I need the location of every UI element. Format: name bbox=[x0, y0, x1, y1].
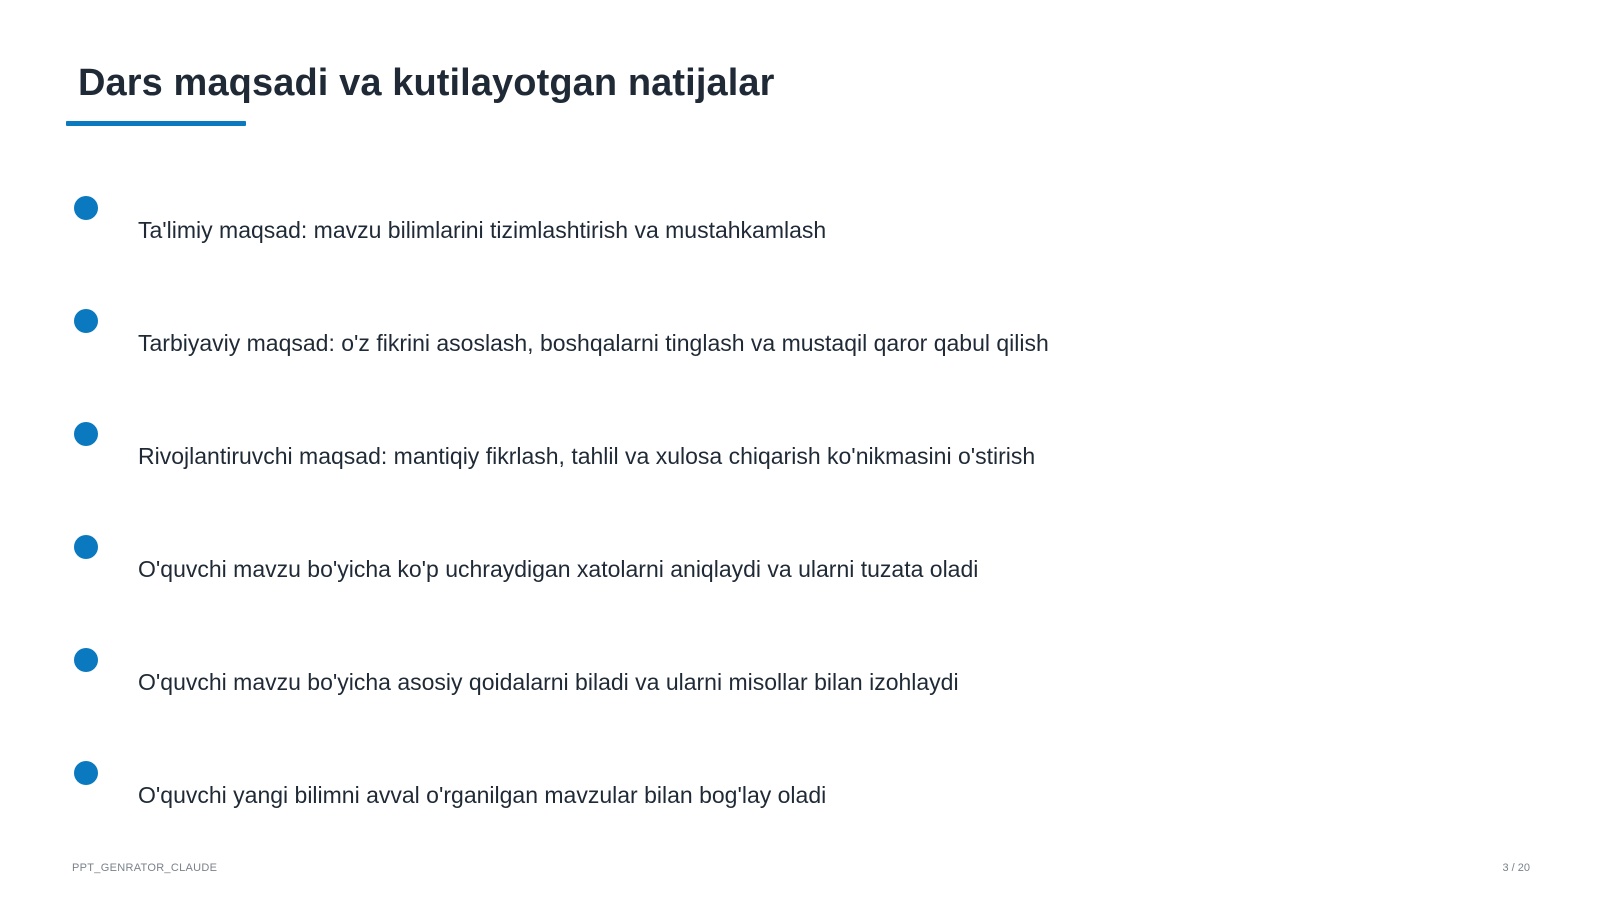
bullet-text: Rivojlantiruvchi maqsad: mantiqiy fikrlash, tahlil va xulosa chiqarish ko'nikmasini o'stirish bbox=[138, 443, 1036, 469]
bullet-dot-icon bbox=[74, 309, 98, 333]
bullet-text: O'quvchi mavzu bo'yicha asosiy qoidalarni biladi va ularni misollar bilan izohlaydi bbox=[138, 669, 959, 695]
bullet-text: Ta'limiy maqsad: mavzu bilimlarini tizimlashtirish va mustahkamlash bbox=[138, 217, 827, 243]
bullet-text: Tarbiyaviy maqsad: o'z fikrini asoslash, boshqalarni tinglash va mustaqil qaror qabul qilish bbox=[138, 330, 1049, 356]
title-underline bbox=[66, 121, 246, 126]
bullet-text: O'quvchi yangi bilimni avval o'rganilgan mavzular bilan bog'lay oladi bbox=[138, 782, 827, 808]
bullet-dot-icon bbox=[74, 648, 98, 672]
list-item bbox=[0, 309, 1500, 369]
bullet-dot-icon bbox=[74, 422, 98, 446]
page-indicator: 3 / 20 bbox=[1502, 862, 1530, 874]
list-item bbox=[0, 648, 1500, 708]
slide-title: Dars maqsadi va kutilayotgan natijalar bbox=[78, 62, 775, 104]
list-item bbox=[0, 422, 1500, 482]
list-item bbox=[0, 535, 1500, 595]
list-item bbox=[0, 196, 1500, 256]
bullet-dot-icon bbox=[74, 761, 98, 785]
bullet-dot-icon bbox=[74, 535, 98, 559]
list-item bbox=[0, 761, 1500, 821]
bullet-text: O'quvchi mavzu bo'yicha ko'p uchraydigan xatolarni aniqlaydi va ularni tuzata oladi bbox=[138, 556, 979, 582]
footer-source-label: PPT_GENRATOR_CLAUDE bbox=[72, 862, 218, 874]
bullet-dot-icon bbox=[74, 196, 98, 220]
